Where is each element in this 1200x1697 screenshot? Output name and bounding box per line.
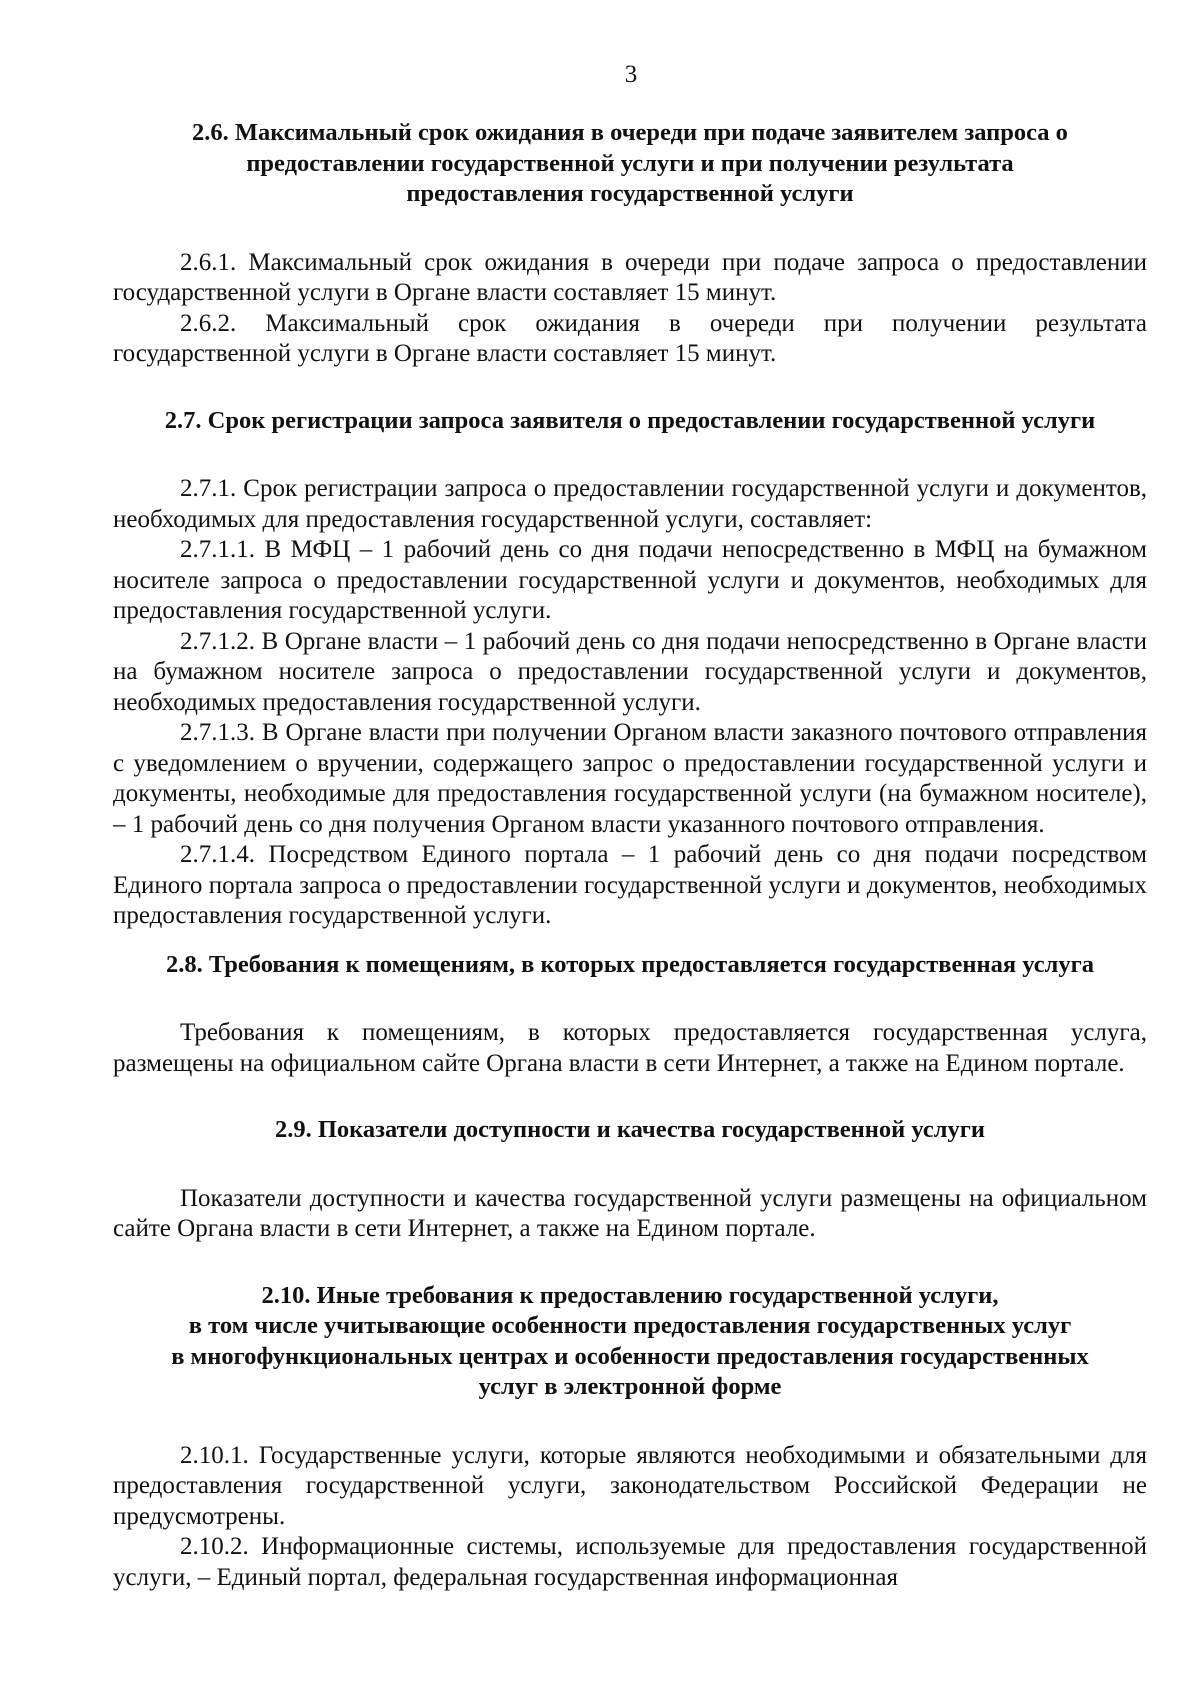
paragraph: 2.7.1.4. Посредством Единого портала – 1 рабочий день со дня подачи посредством Единого портала запроса о предоставлении государственной услуги и документов, необходимых предоставления государственной услуги.	[113, 841, 1147, 929]
section-2-9	[113, 1115, 1147, 1245]
paragraph: 2.7.1.2. В Органе власти – 1 рабочий день со дня подачи непосредственно в Органе власти на бумажном носителе запроса о предоставлении государственной услуги и документов, необходимых предоставления государственной услуги.	[113, 627, 1147, 716]
section-2-6	[113, 118, 1147, 370]
section-heading: 2.8. Требования к помещениям, в которых предоставляется государственная услуга	[166, 950, 1094, 978]
paragraph: Показатели доступности и качества государственной услуги размещены на официальном сайте Органа власти в сети Интернет, а также на Едином портале.	[113, 1184, 1147, 1242]
paragraph: 2.7.1. Срок регистрации запроса о предоставлении государственной услуги и документов, необходимых для предоставления государственной услуги, составляет:	[113, 475, 1147, 533]
paragraph: 2.7.1.1. В МФЦ – 1 рабочий день со дня подачи непосредственно в МФЦ на бумажном носителе запроса о предоставлении государственной услуги и документов, необходимых для предоставления государственной услуги.	[113, 536, 1147, 624]
section-heading: 2.6. Максимальный срок ожидания в очереди при подаче заявителем запроса о предоставлении государственной услуги и при получении результата предоставления государственной услуги	[192, 119, 1068, 207]
paragraph: 2.6.1. Максимальный срок ожидания в очереди при подаче запроса о предоставлении государственной услуги в Органе власти составляет 15 минут.	[113, 248, 1147, 306]
heading-line: в многофункциональных центрах и особенности предоставления государственных	[171, 1342, 1089, 1370]
paragraph: 2.10.1. Государственные услуги, которые являются необходимыми и обязательными для предоставления государственной услуги, законодательством Российской Федерации не предусмотрены.	[113, 1441, 1147, 1530]
section-heading: 2.9. Показатели доступности и качества государственной услуги	[274, 1116, 986, 1143]
section-2-10	[113, 1281, 1147, 1594]
paragraph: 2.10.2. Информационные системы, используемые для предоставления государственной услуги, – Единый портал, федеральная государственная информационная	[113, 1533, 1147, 1591]
section-2-8	[113, 950, 1147, 1080]
section-2-7	[113, 406, 1147, 932]
page-number: 3	[624, 61, 638, 88]
heading-line: в том числе учитывающие особенности предоставления государственных услуг	[188, 1312, 1072, 1339]
paragraph: Требования к помещениям, в которых предоставляется государственная услуга, размещены на официальном сайте Органа власти в сети Интернет, а также на Едином портале.	[113, 1019, 1147, 1077]
heading-line: услуг в электронной форме	[478, 1373, 782, 1400]
section-heading: 2.7. Срок регистрации запроса заявителя о предоставлении государственной услуги	[164, 406, 1096, 434]
document-body	[113, 118, 1147, 1593]
heading-line: 2.10. Иные требования к предоставлению государственной услуги,	[261, 1281, 999, 1309]
paragraph: 2.7.1.3. В Органе власти при получении Органом власти заказного почтового отправления с уведомлением о вручении, содержащего запрос о предоставлении государственной услуги и документы, необходимые для предоставления государственной услуги (на бумажном носителе), – 1 рабочий день со дня получения Органом власти указанного почтового отправления.	[113, 719, 1147, 838]
section-heading	[113, 1281, 1147, 1403]
paragraph: 2.6.2. Максимальный срок ожидания в очереди при получении результата государственной услуги в Органе власти составляет 15 минут.	[113, 309, 1147, 367]
